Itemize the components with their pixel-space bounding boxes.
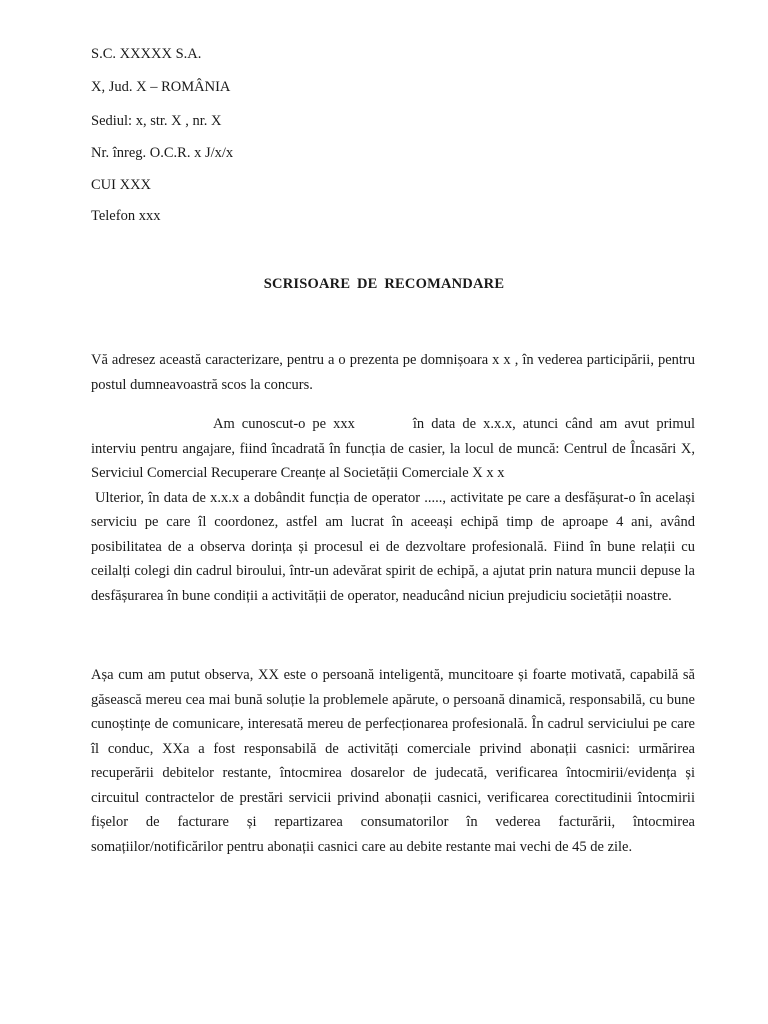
paragraph-qualities: Așa cum am putut observa, XX este o persoană inteligentă, muncitoare și foarte motivată, capabilă să găsească mereu cea mai bună soluție la problemele apărute, o persoană dinamică, responsabilă, cu bune cunoștințe de comunicare, interesată mereu de perfecționarea profesională. În cadrul serviciului pe care îl conduc, XXa a fost responsabilă de activități comerciale privind abonații casnici: urmărirea recuperării debitelor restante, întocmirea dosarelor de judecată, verificarea întocmirii/evidența și circuitul contractelor de prestări servicii privind abonații casnici, verificarea corectitudinii întocmirii fișelor de facturare și repartizarea consumatorilor în vederea facturării, întocmirea somațiilor/notificărilor pentru abonații casnici care au debite restante mai vechi de 45 de zile. [91,667,695,855]
company-registry: Nr. înreg. O.C.R. x J/x/x [91,145,234,161]
paragraph-experience-body: în data de x.x.x, atunci când am avut primul interviu pentru angajare, fiind încadrată în funcția de casier, la locul de muncă: Centrul de Încasări X, Serviciul Comercial Recuperare Creanțe al Societății Comerciale X x x [91,416,695,481]
company-location: X, Jud. X – ROMÂNIA [91,79,231,95]
paragraph-intro: Vă adresez această caracterizare, pentru a o prezenta pe domnișoara x x , în vederea participării, pentru postul dumneavoastră scos la concurs. [91,352,695,393]
company-phone: Telefon xxx [91,208,161,224]
paragraph-experience [91,412,695,608]
company-cui: CUI XXX [91,177,152,193]
letter-title: SCRISOARE DE RECOMANDARE [263,276,505,292]
paragraph-experience-lead: Am cunoscut-o pe xxx [213,416,355,432]
company-name: S.C. XXXXX S.A. [91,46,202,62]
paragraph-experience-continuation: Ulterior, în data de x.x.x a dobândit funcția de operator ....., activitate pe care a desfășurat-o în același serviciu pe care îl coordonez, astfel am lucrat în aceeași echipă timp de aproape 4 ani, având posibilitatea de a observa dorința și procesul ei de dezvoltare profesională. Fiind în bune relații cu ceilalți colegi din cadrul biroului, într-un adevărat spirit de echipă, a ajutat prin natura muncii depuse la desfășurarea în bune condiții a activității de operator, neaducând niciun prejudiciu societății noastre. [91,489,695,604]
company-seat: Sediul: x, str. X , nr. X [91,113,222,129]
